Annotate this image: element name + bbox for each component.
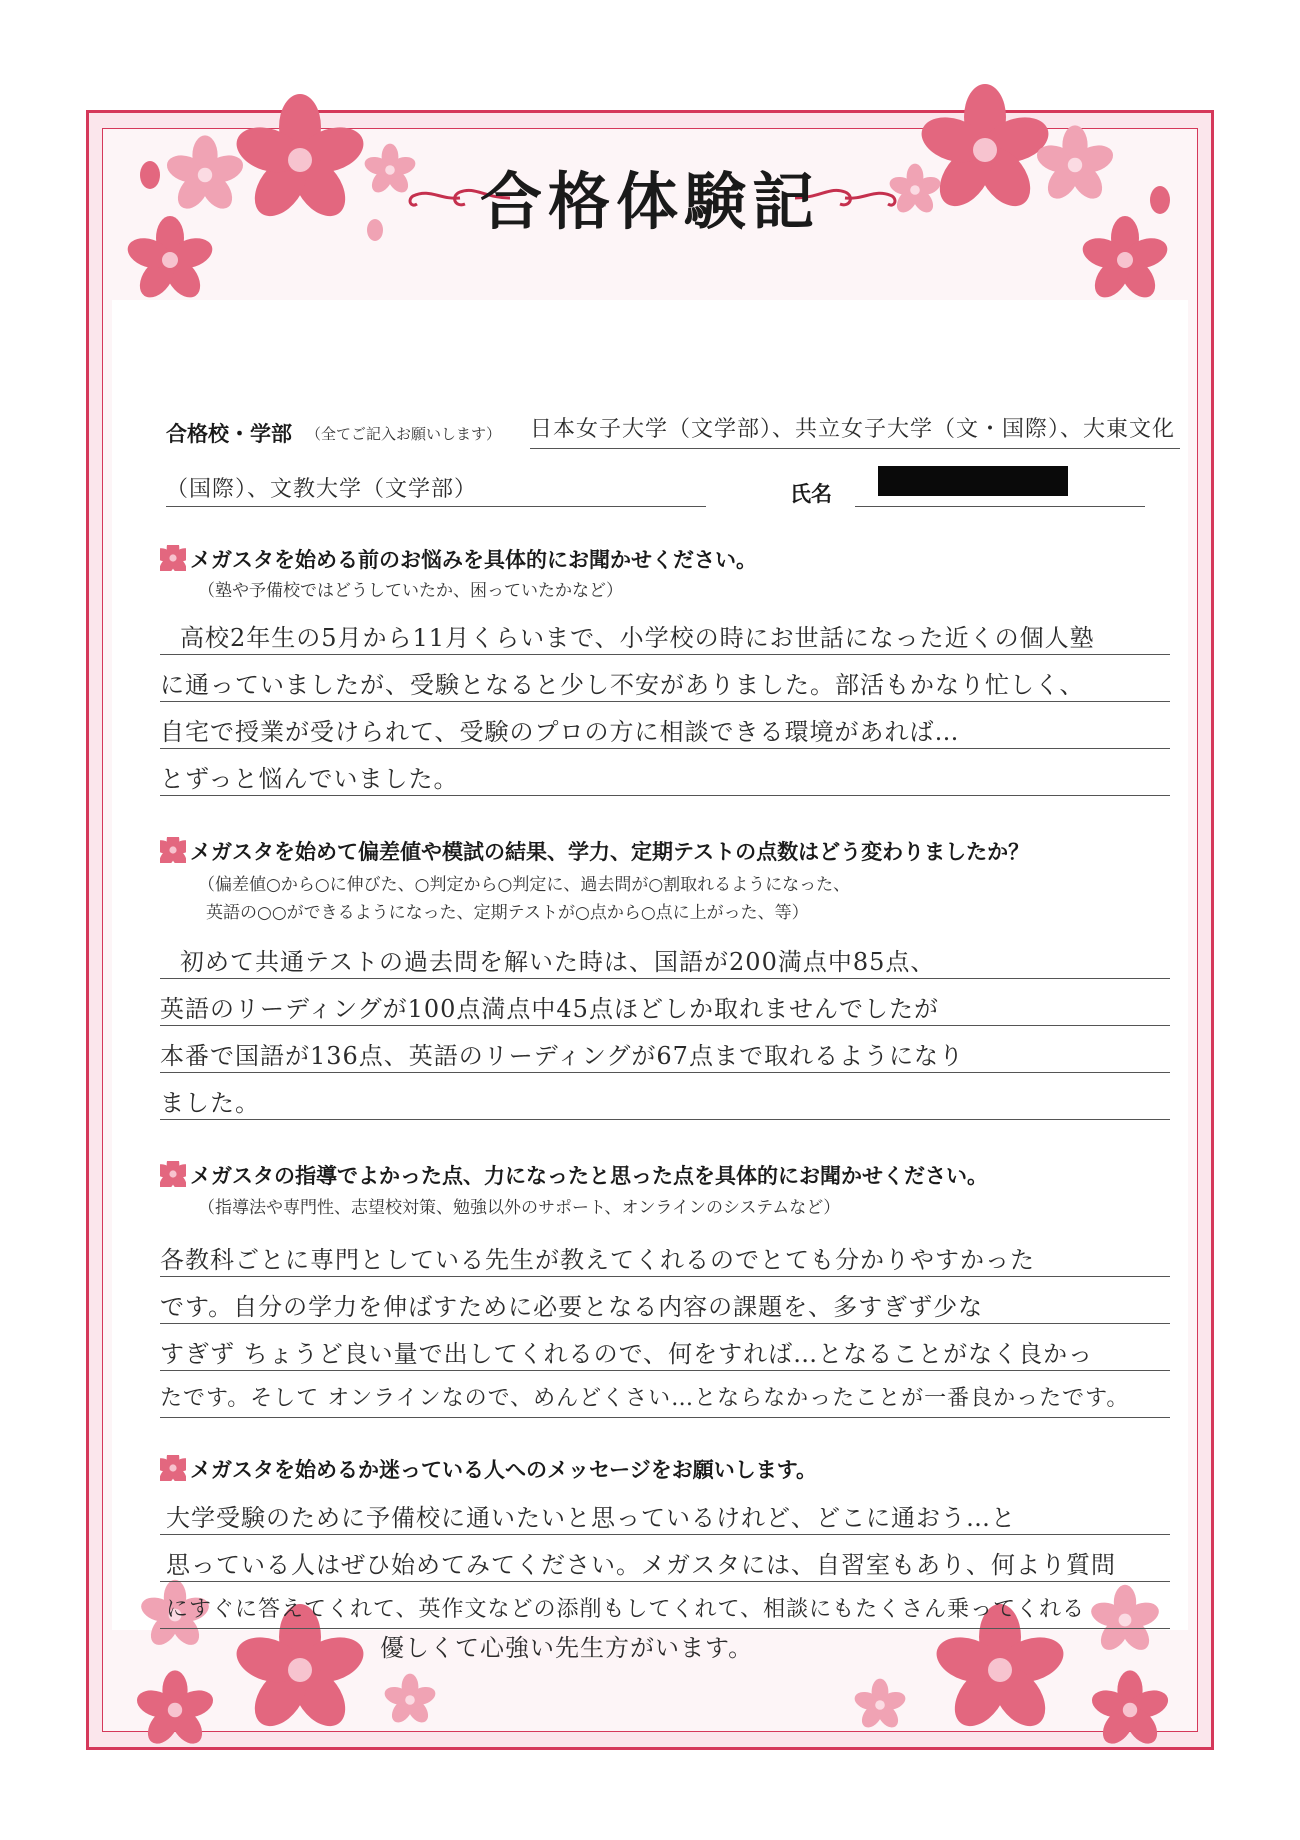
answer-4-line-2: 思っている人はぜひ始めてみてください。メガスタには、自習室もあり、何より質問 <box>166 1551 1116 1579</box>
sakura-bullet-icon <box>160 1455 186 1481</box>
answer-rule <box>160 1072 1170 1073</box>
question-3-title: メガスタの指導でよかった点、力になったと思った点を具体的にお聞かせください。 <box>190 1164 988 1188</box>
name-rule <box>855 506 1145 507</box>
name-label: 氏名 <box>790 482 832 506</box>
question-4-title: メガスタを始めるか迷っている人へのメッセージをお願いします。 <box>190 1458 818 1482</box>
question-2-sub-2: 英語の○○ができるようになった、定期テストが○点から○点に上がった、等） <box>206 903 809 923</box>
answer-rule <box>160 1370 1170 1371</box>
school-answer-line-1: 日本女子大学（文学部）、共立女子大学（文・国際）、大東文化 <box>530 417 1176 442</box>
answer-3-line-2: です。自分の学力を伸ばすために必要となる内容の課題を、多すぎず少な <box>160 1293 984 1321</box>
sakura-bullet-icon <box>160 1161 186 1187</box>
answer-3-line-1: 各教科ごとに専門としている先生が教えてくれるのでとても分かりやすかった <box>160 1246 1035 1274</box>
question-1-title: メガスタを始める前のお悩みを具体的にお聞かせください。 <box>190 548 757 572</box>
answer-rule <box>160 1417 1170 1418</box>
answer-3-line-4: たです。そして オンラインなので、めんどくさい…とならなかったことが一番良かったです。 <box>160 1386 1130 1411</box>
question-1-sub-1: （塾や予備校ではどうしていたか、困っていたかなど） <box>198 581 623 601</box>
answer-1-line-2: に通っていましたが、受験となると少し不安がありました。部活もかなり忙しく、 <box>160 671 1085 699</box>
answer-2-line-3: 本番で国語が136点、英語のリーディングが67点まで取れるようになり <box>160 1042 964 1070</box>
answer-rule <box>160 795 1170 796</box>
answer-2-line-4: ました。 <box>160 1089 260 1117</box>
answer-rule <box>160 748 1170 749</box>
answer-1-line-3: 自宅で授業が受けられて、受験のプロの方に相談できる環境があれば… <box>160 718 960 746</box>
answer-rule <box>160 1534 1170 1535</box>
answer-rule <box>160 1276 1170 1277</box>
question-3-sub-1: （指導法や専門性、志望校対策、勉強以外のサポート、オンラインのシステムなど） <box>198 1198 841 1218</box>
school-rule-1 <box>530 448 1180 449</box>
answer-rule <box>160 1119 1170 1120</box>
school-note: （全てご記入お願いします） <box>306 425 502 443</box>
page-title: 合格体験記 <box>479 165 820 238</box>
sakura-bullet-icon <box>160 545 186 571</box>
answer-2-line-1: 初めて共通テストの過去問を解いた時は、国語が200満点中85点、 <box>180 948 936 976</box>
answer-rule <box>160 1025 1170 1026</box>
answer-rule <box>160 978 1170 979</box>
answer-1-line-4: とずっと悩んでいました。 <box>160 765 459 793</box>
answer-rule <box>160 1581 1170 1582</box>
answer-3-line-3: すぎず ちょうど良い量で出してくれるので、何をすれば…となることがなく良かっ <box>160 1340 1094 1368</box>
answer-2-line-2: 英語のリーディングが100点満点中45点ほどしか取れませんでしたが <box>160 995 939 1023</box>
answer-4-line-4: 優しくて心強い先生方がいます。 <box>380 1634 754 1662</box>
answer-4-line-3: にすぐに答えてくれて、英作文などの添削もしてくれて、相談にもたくさん乗ってくれる <box>166 1597 1086 1622</box>
question-2-title: メガスタを始めて偏差値や模試の結果、学力、定期テストの点数はどう変わりましたか？ <box>190 840 1030 864</box>
name-redacted <box>878 466 1068 496</box>
answer-rule <box>160 1323 1170 1324</box>
school-answer-line-2: （国際）、文教大学（文学部） <box>166 477 478 502</box>
question-2-sub-1: （偏差値○から○に伸びた、○判定から○判定に、過去問が○割取れるようになった、 <box>198 875 851 895</box>
answer-4-line-1: 大学受験のために予備校に通いたいと思っているけれど、どこに通おう…と <box>166 1504 1016 1532</box>
school-label: 合格校・学部 <box>166 422 292 446</box>
answer-rule <box>160 654 1170 655</box>
sakura-bullet-icon <box>160 837 186 863</box>
answer-1-line-1: 高校2年生の5月から11月くらいまで、小学校の時にお世話になった近くの個人塾 <box>180 624 1095 652</box>
answer-rule <box>160 701 1170 702</box>
school-rule-2 <box>166 506 706 507</box>
